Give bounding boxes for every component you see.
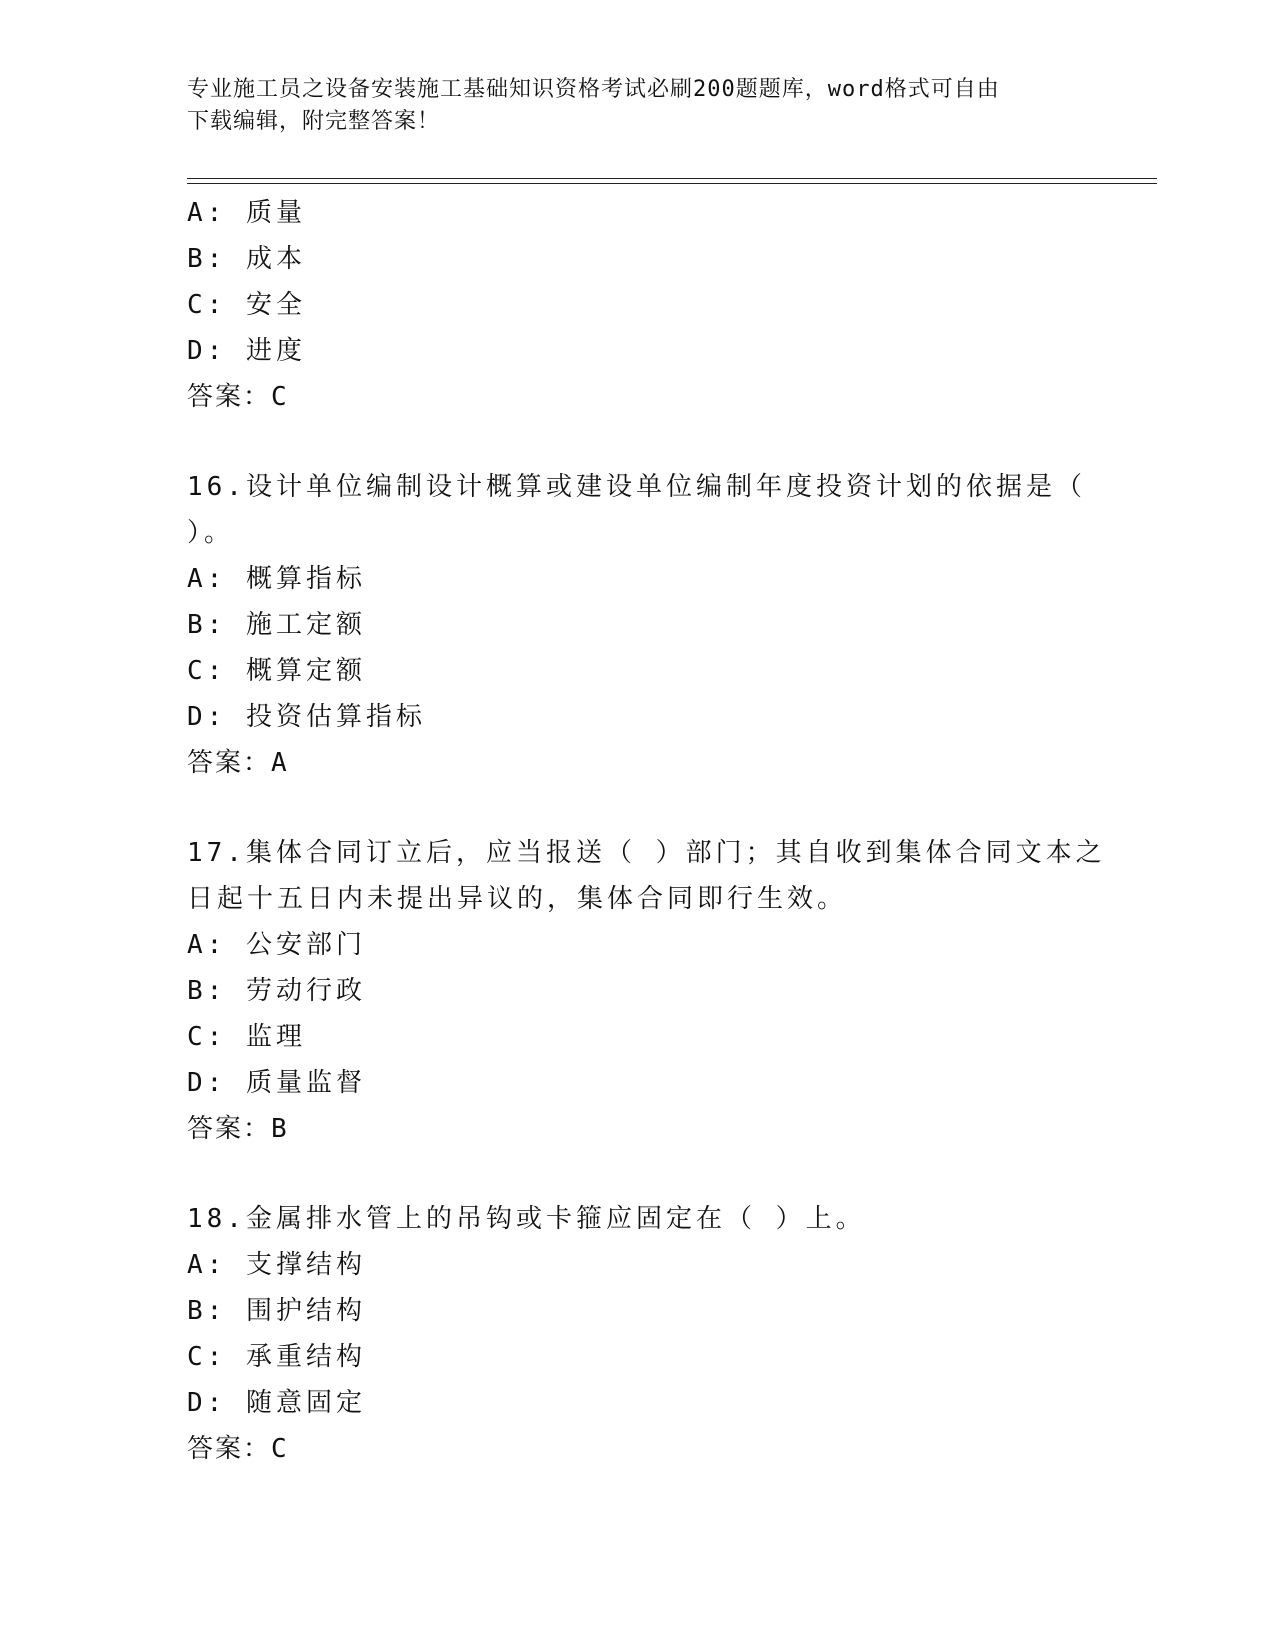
option-text: 成本 — [245, 244, 306, 274]
answer-label: 答案： — [187, 382, 272, 412]
option-text: 质量监督 — [245, 1068, 366, 1098]
option-text: 安全 — [245, 290, 306, 320]
option-letter: B: — [187, 610, 227, 640]
option-letter: D: — [187, 1388, 227, 1418]
option-text: 随意固定 — [245, 1388, 366, 1418]
document-header — [187, 74, 1067, 138]
option-text: 概算指标 — [245, 564, 366, 594]
option-text: 施工定额 — [245, 610, 366, 640]
option-letter: D: — [187, 1068, 227, 1098]
header-divider-top — [187, 178, 1157, 179]
option-letter: B: — [187, 244, 227, 274]
header-line-1: 专业施工员之设备安装施工基础知识资格考试必刷200题题库，word格式可自由 — [187, 77, 1000, 102]
option-c — [187, 1014, 1087, 1060]
option-text: 承重结构 — [245, 1342, 366, 1372]
answer-label: 答案： — [187, 1434, 272, 1464]
option-c — [187, 1334, 1087, 1380]
option-letter: A: — [187, 930, 227, 960]
option-text: 监理 — [245, 1022, 306, 1052]
option-letter: C: — [187, 290, 227, 320]
option-text: 进度 — [245, 336, 306, 366]
question-block-continued — [187, 190, 1087, 420]
option-text: 围护结构 — [245, 1296, 366, 1326]
question-block-17 — [187, 830, 1106, 1152]
option-d — [187, 1060, 1087, 1106]
header-divider-bottom — [187, 183, 1157, 184]
option-text: 劳动行政 — [245, 976, 366, 1006]
option-letter: D: — [187, 336, 227, 366]
question-text-line: 18.金属排水管上的吊钩或卡箍应固定在（ ）上。 — [187, 1204, 866, 1234]
option-letter: C: — [187, 656, 227, 686]
option-text: 投资估算指标 — [245, 702, 426, 732]
option-c — [187, 648, 1087, 694]
option-a — [187, 922, 1087, 968]
answer-line — [187, 740, 1087, 786]
option-b — [187, 602, 1087, 648]
option-letter: C: — [187, 1022, 227, 1052]
question-text-line: ）。 — [187, 518, 235, 548]
answer-label: 答案： — [187, 1114, 272, 1144]
option-letter: A: — [187, 1250, 227, 1280]
option-text: 公安部门 — [245, 930, 366, 960]
answer-value: B — [271, 1114, 289, 1144]
option-b — [187, 236, 1087, 282]
option-letter: B: — [187, 976, 227, 1006]
option-d — [187, 328, 1087, 374]
answer-line — [187, 1106, 1087, 1152]
answer-label: 答案： — [187, 748, 272, 778]
answer-line — [187, 374, 1087, 420]
option-d — [187, 1380, 1087, 1426]
question-text-line: 日起十五日内未提出异议的，集体合同即行生效。 — [187, 884, 848, 914]
answer-value: A — [271, 748, 289, 778]
option-b — [187, 1288, 1087, 1334]
option-c — [187, 282, 1087, 328]
option-letter: A: — [187, 564, 227, 594]
option-text: 质量 — [245, 198, 306, 228]
header-line-2: 下载编辑，附完整答案！ — [187, 109, 441, 134]
option-d — [187, 694, 1087, 740]
answer-value: C — [271, 382, 289, 412]
question-list — [187, 190, 1106, 1472]
question-text-line: 17.集体合同订立后，应当报送（ ）部门；其自收到集体合同文本之 — [187, 838, 1106, 868]
answer-value: C — [271, 1434, 289, 1464]
option-letter: D: — [187, 702, 227, 732]
question-text-line: 16.设计单位编制设计概算或建设单位编制年度投资计划的依据是（ — [187, 472, 1086, 502]
option-text: 支撑结构 — [245, 1250, 366, 1280]
option-text: 概算定额 — [245, 656, 366, 686]
option-letter: B: — [187, 1296, 227, 1326]
option-letter: C: — [187, 1342, 227, 1372]
answer-line — [187, 1426, 1087, 1472]
question-block-16 — [187, 464, 1087, 786]
option-letter: A: — [187, 198, 227, 228]
option-a — [187, 556, 1087, 602]
question-block-18 — [187, 1196, 1087, 1472]
option-b — [187, 968, 1087, 1014]
option-a — [187, 190, 1087, 236]
option-a — [187, 1242, 1087, 1288]
